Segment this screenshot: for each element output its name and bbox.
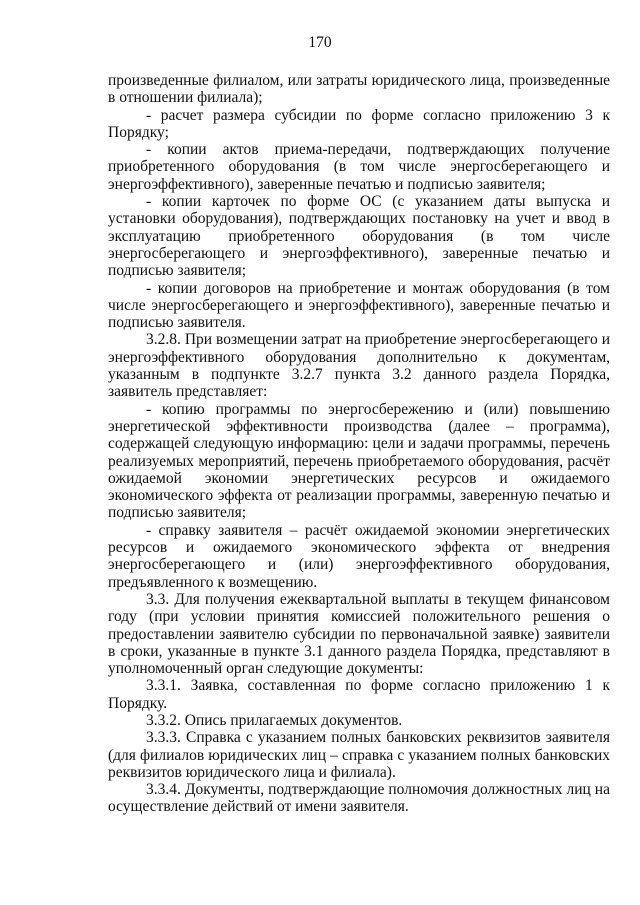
list-item-contracts: - копии договоров на приобретение и монтаж оборудования (в том числе энергосберегающего и энергоэффективного), заверенные печатью и подписью заявителя. [108,279,610,332]
clause-3-3-2: 3.3.2. Опись прилагаемых документов. [146,711,403,729]
clause-3-2-8: 3.2.8. При возмещении затрат на приобретение энергосберегающего и энергоэффективного оборудования дополнительно к документам, указанным в подпункте 3.2.7 пункта 3.2 данного раздела Порядка, заявитель представляет: [108,331,610,401]
clause-3-3-1: 3.3.1. Заявка, составленная по форме согласно приложению 1 к Порядку. [108,677,610,712]
list-item-transfer-acts: - копии актов приема-передачи, подтверждающих получение приобретенного оборудования (в том числе энергосберегающего и энергоэффективного), заверенные печатью и подписью заявителя; [108,141,610,193]
page-number: 170 [308,34,332,51]
paragraph-continuation: произведенные филиалом, или затраты юридического лица, произведенные в отношении филиала); [108,72,610,107]
list-item-os-cards: - копии карточек по форме ОС (с указанием даты выпуска и установки оборудования), подтверждающих постановку на учет и ввод в эксплуатацию приобретенного оборудования (в том числе энергосберегающего и энергоэффективного), заверенные печатью и подписью заявителя; [108,193,610,280]
list-item-energy-program: - копию программы по энергосбережению и (или) повышению энергетической эффективности производства (далее – программа), содержащей следующую информацию: цели и задачи программы, перечень реализуемых мероприятий, перечень приобретаемого оборудования, расчёт ожидаемой экономии энергетических ресурсов и ожидаемого экономического эффекта от реализации программы, заверенную печатью и подписью заявителя; [108,400,610,522]
list-item-applicant-reference: - справку заявителя – расчёт ожидаемой экономии энергетических ресурсов и ожидаемого экономического эффекта от внедрения энергосберегающего и (или) энергоэффективного оборудования, предъявленного к возмещению. [108,521,610,591]
clause-3-3: 3.3. Для получения ежеквартальной выплаты в текущем финансовом году (при условии принятия комиссией положительного решения о предоставлении заявителю субсидии по первоначальной заявке) заявители в сроки, указанные в пункте 3.1 данного раздела Порядка, представляют в уполномоченный орган следующие документы: [108,590,610,678]
clause-3-3-3: 3.3.3. Справка с указанием полных банковских реквизитов заявителя (для филиалов юридических лиц – справка с указанием полных банковских реквизитов юридического лица и филиала). [108,729,610,781]
clause-3-3-4: 3.3.4. Документы, подтверждающие полномочия должностных лиц на осуществление действий от имени заявителя. [108,781,610,816]
list-item-subsidy-calculation: - расчет размера субсидии по форме согласно приложению 3 к Порядку; [108,106,610,141]
document-body [108,72,610,816]
